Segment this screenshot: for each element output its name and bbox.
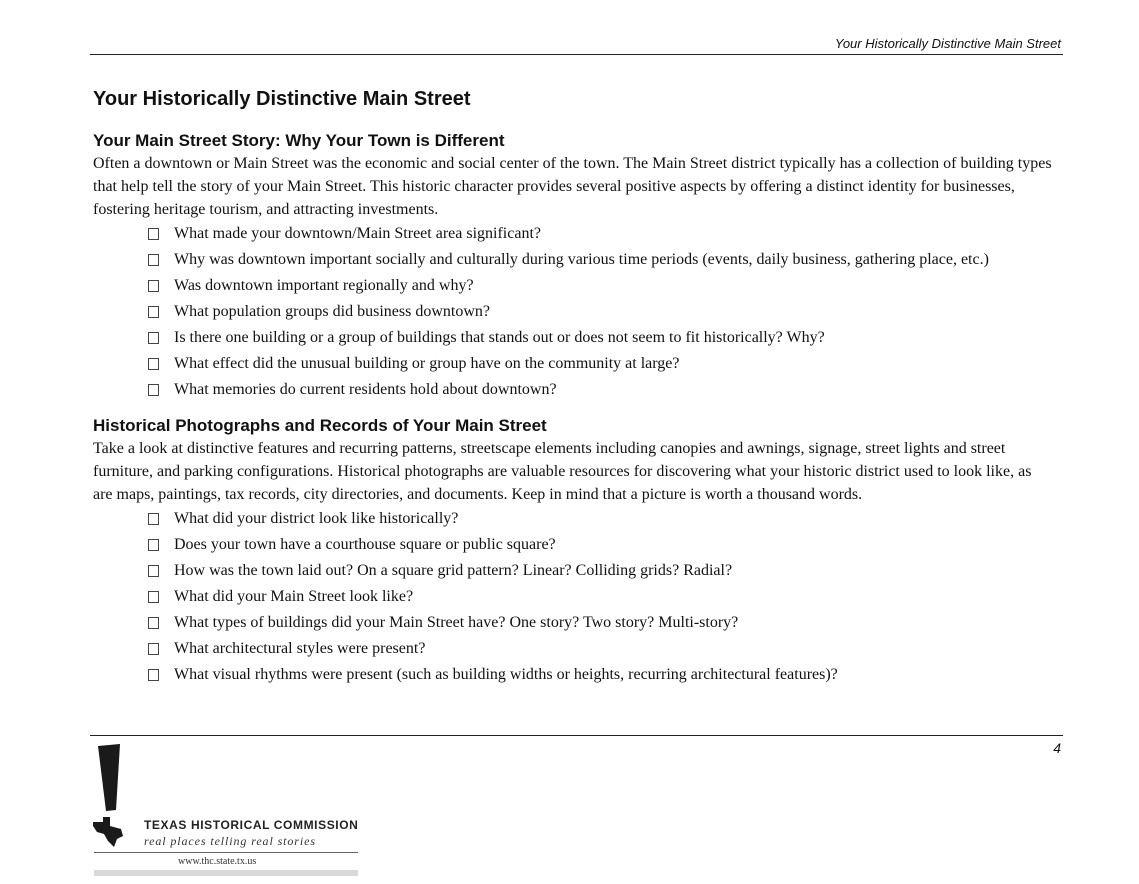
checklist-item-text: What population groups did business downtown? [174,303,490,320]
checklist-item [148,636,1053,662]
texas-historical-commission-logo [92,744,362,874]
page-content [93,88,1053,688]
logo-tagline: real places telling real stories [144,834,316,848]
checklist-item [148,247,1053,273]
checklist-item [148,221,1053,247]
exclamation-texas-icon [92,744,144,850]
checkbox-icon [148,513,159,525]
section-heading: Your Main Street Story: Why Your Town is Different [93,131,505,150]
section-main-street-story [93,130,1053,403]
logo-name: TEXAS HISTORICAL COMMISSION [144,818,359,832]
checklist-item [148,558,1053,584]
checklist-item-text: What did your district look like historically? [174,510,459,527]
checkbox-icon [148,669,159,681]
section-paragraph: Take a look at distinctive features and recurring patterns, streetscape elements including canopies and awnings, signage, street lights and street furniture, and parking configurations. Historical photographs are valuable resources for discovering what your historic district used to look like, as are maps, paintings, tax records, city directories, and documents. Keep in mind that a picture is worth a thousand words. [93,440,1032,503]
checkbox-icon [148,280,159,292]
checklist-item-text: What did your Main Street look like? [174,588,414,605]
checklist [93,221,1053,403]
logo-url: www.thc.state.tx.us [178,856,257,867]
section-heading: Historical Photographs and Records of Your Main Street [93,416,547,435]
checkbox-icon [148,332,159,344]
footer-rule [90,735,1063,736]
checklist [93,506,1053,688]
header-rule [90,54,1063,55]
logo-divider [94,852,358,853]
checklist-item [148,273,1053,299]
checklist-item-text: Is there one building or a group of buildings that stands out or does not seem to fit historically? Why? [174,329,825,346]
checklist-item-text: What effect did the unusual building or group have on the community at large? [174,355,680,372]
checklist-item-text: What types of buildings did your Main Street have? One story? Two story? Multi-story? [174,614,739,631]
checklist-item-text: How was the town laid out? On a square grid pattern? Linear? Colliding grids? Radial? [174,562,733,579]
checkbox-icon [148,643,159,655]
checkbox-icon [148,384,159,396]
checklist-item-text: What architectural styles were present? [174,640,426,657]
checklist-item-text: Does your town have a courthouse square or public square? [174,536,556,553]
section-historical-photographs [93,415,1053,688]
checklist-item-text: What made your downtown/Main Street area significant? [174,225,541,242]
checkbox-icon [148,254,159,266]
checkbox-icon [148,539,159,551]
checklist-item [148,506,1053,532]
checkbox-icon [148,358,159,370]
checklist-item [148,351,1053,377]
checkbox-icon [148,617,159,629]
checklist-item [148,532,1053,558]
checklist-item [148,325,1053,351]
checklist-item [148,662,1053,688]
checklist-item [148,610,1053,636]
page-number: 4 [1053,740,1061,756]
checkbox-icon [148,591,159,603]
checklist-item [148,299,1053,325]
checklist-item-text: What memories do current residents hold about downtown? [174,381,557,398]
checklist-item-text: Why was downtown important socially and culturally during various time periods (events, daily business, gathering place, etc.) [174,251,989,268]
checklist-item [148,584,1053,610]
checklist-item [148,377,1053,403]
checklist-item-text: What visual rhythms were present (such as building widths or heights, recurring architectural features)? [174,666,838,683]
running-header: Your Historically Distinctive Main Street [834,36,1061,51]
section-paragraph: Often a downtown or Main Street was the economic and social center of the town. The Main Street district typically has a collection of building types that help tell the story of your Main Street. This historic character provides several positive aspects by offering a distinct identity for businesses, fostering heritage tourism, and attracting investments. [93,155,1052,218]
checklist-item-text: Was downtown important regionally and why? [174,277,474,294]
logo-strip [94,870,358,876]
checkbox-icon [148,306,159,318]
page-title: Your Historically Distinctive Main Street [93,88,471,110]
checkbox-icon [148,228,159,240]
checkbox-icon [148,565,159,577]
